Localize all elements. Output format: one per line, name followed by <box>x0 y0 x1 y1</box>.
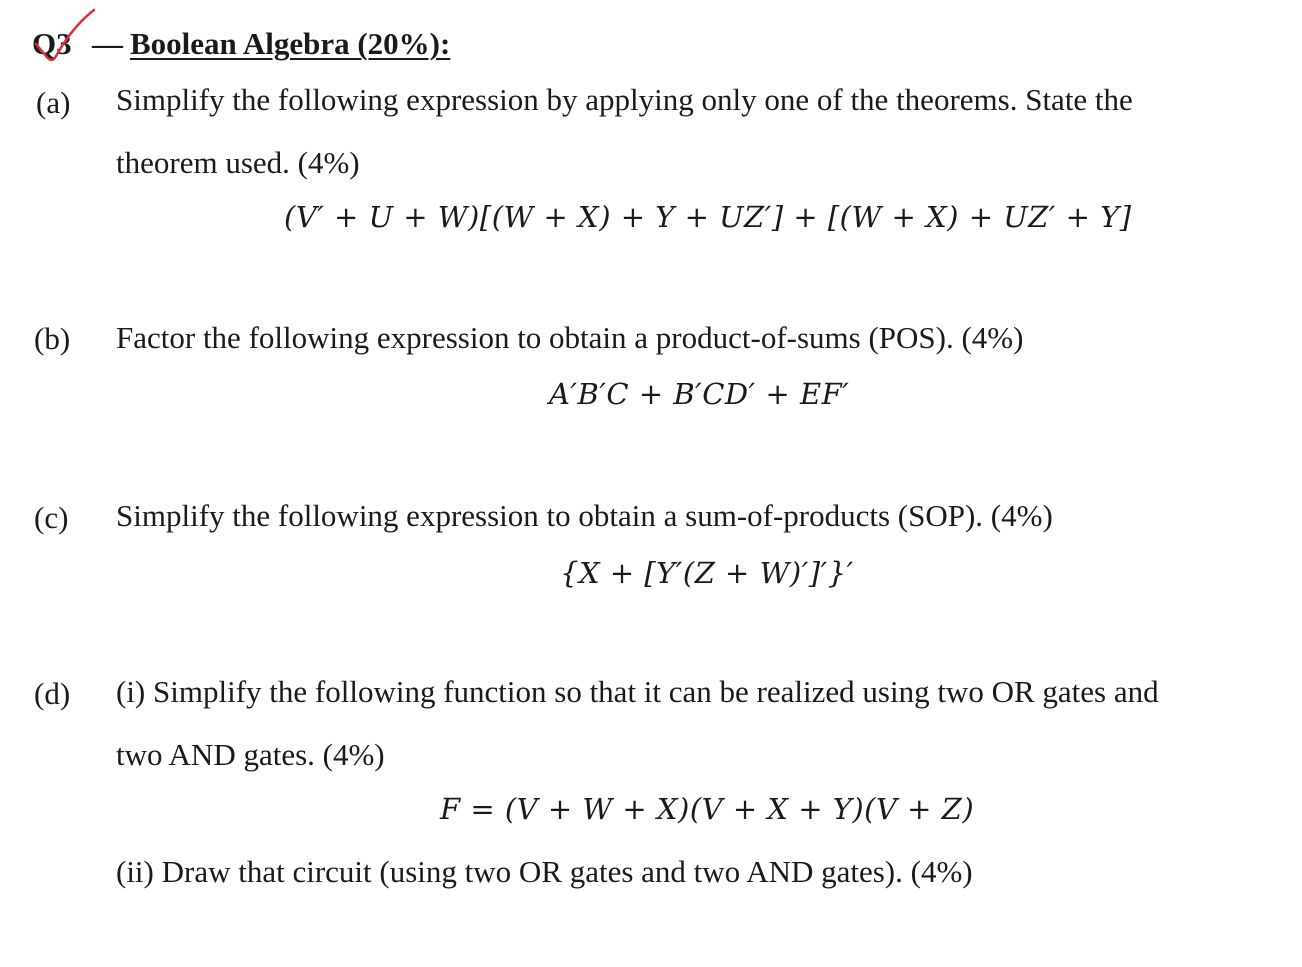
section-title-label: Boolean Algebra (20%): <box>130 26 451 61</box>
question-number-label: Q3 <box>32 26 72 61</box>
part-a-line2: theorem used. (4%) <box>116 145 360 180</box>
part-a-line1: Simplify the following expression by applying only one of the theorems. State the <box>116 82 1133 117</box>
part-c-expression: {X + [Y′(Z + W)′]′}′ <box>560 556 854 590</box>
header-dash-label: — <box>92 26 123 61</box>
part-d-line2: two AND gates. (4%) <box>116 737 385 772</box>
part-d-line1: (i) Simplify the following function so that it can be realized using two OR gates and <box>116 674 1159 709</box>
part-a-expression: (V′ + U + W)[(W + X) + Y + UZ′] + [(W + X) + UZ′ + Y] <box>284 200 1132 234</box>
part-d-label: (d) <box>34 676 71 711</box>
part-c-line1: Simplify the following expression to obtain a sum-of-products (SOP). (4%) <box>116 498 1053 533</box>
part-b-line1: Factor the following expression to obtain a product-of-sums (POS). (4%) <box>116 320 1024 355</box>
part-c-label: (c) <box>34 500 69 535</box>
part-d-line3: (ii) Draw that circuit (using two OR gates and two AND gates). (4%) <box>116 854 973 889</box>
part-a-label: (a) <box>36 85 71 120</box>
part-b-label: (b) <box>34 321 71 356</box>
part-b-expression: A′B′C + B′CD′ + EF′ <box>549 377 850 411</box>
part-d-expression: F = (V + W + X)(V + X + Y)(V + Z) <box>440 792 975 826</box>
section-title <box>130 28 450 59</box>
check-mark-icon <box>32 6 112 68</box>
